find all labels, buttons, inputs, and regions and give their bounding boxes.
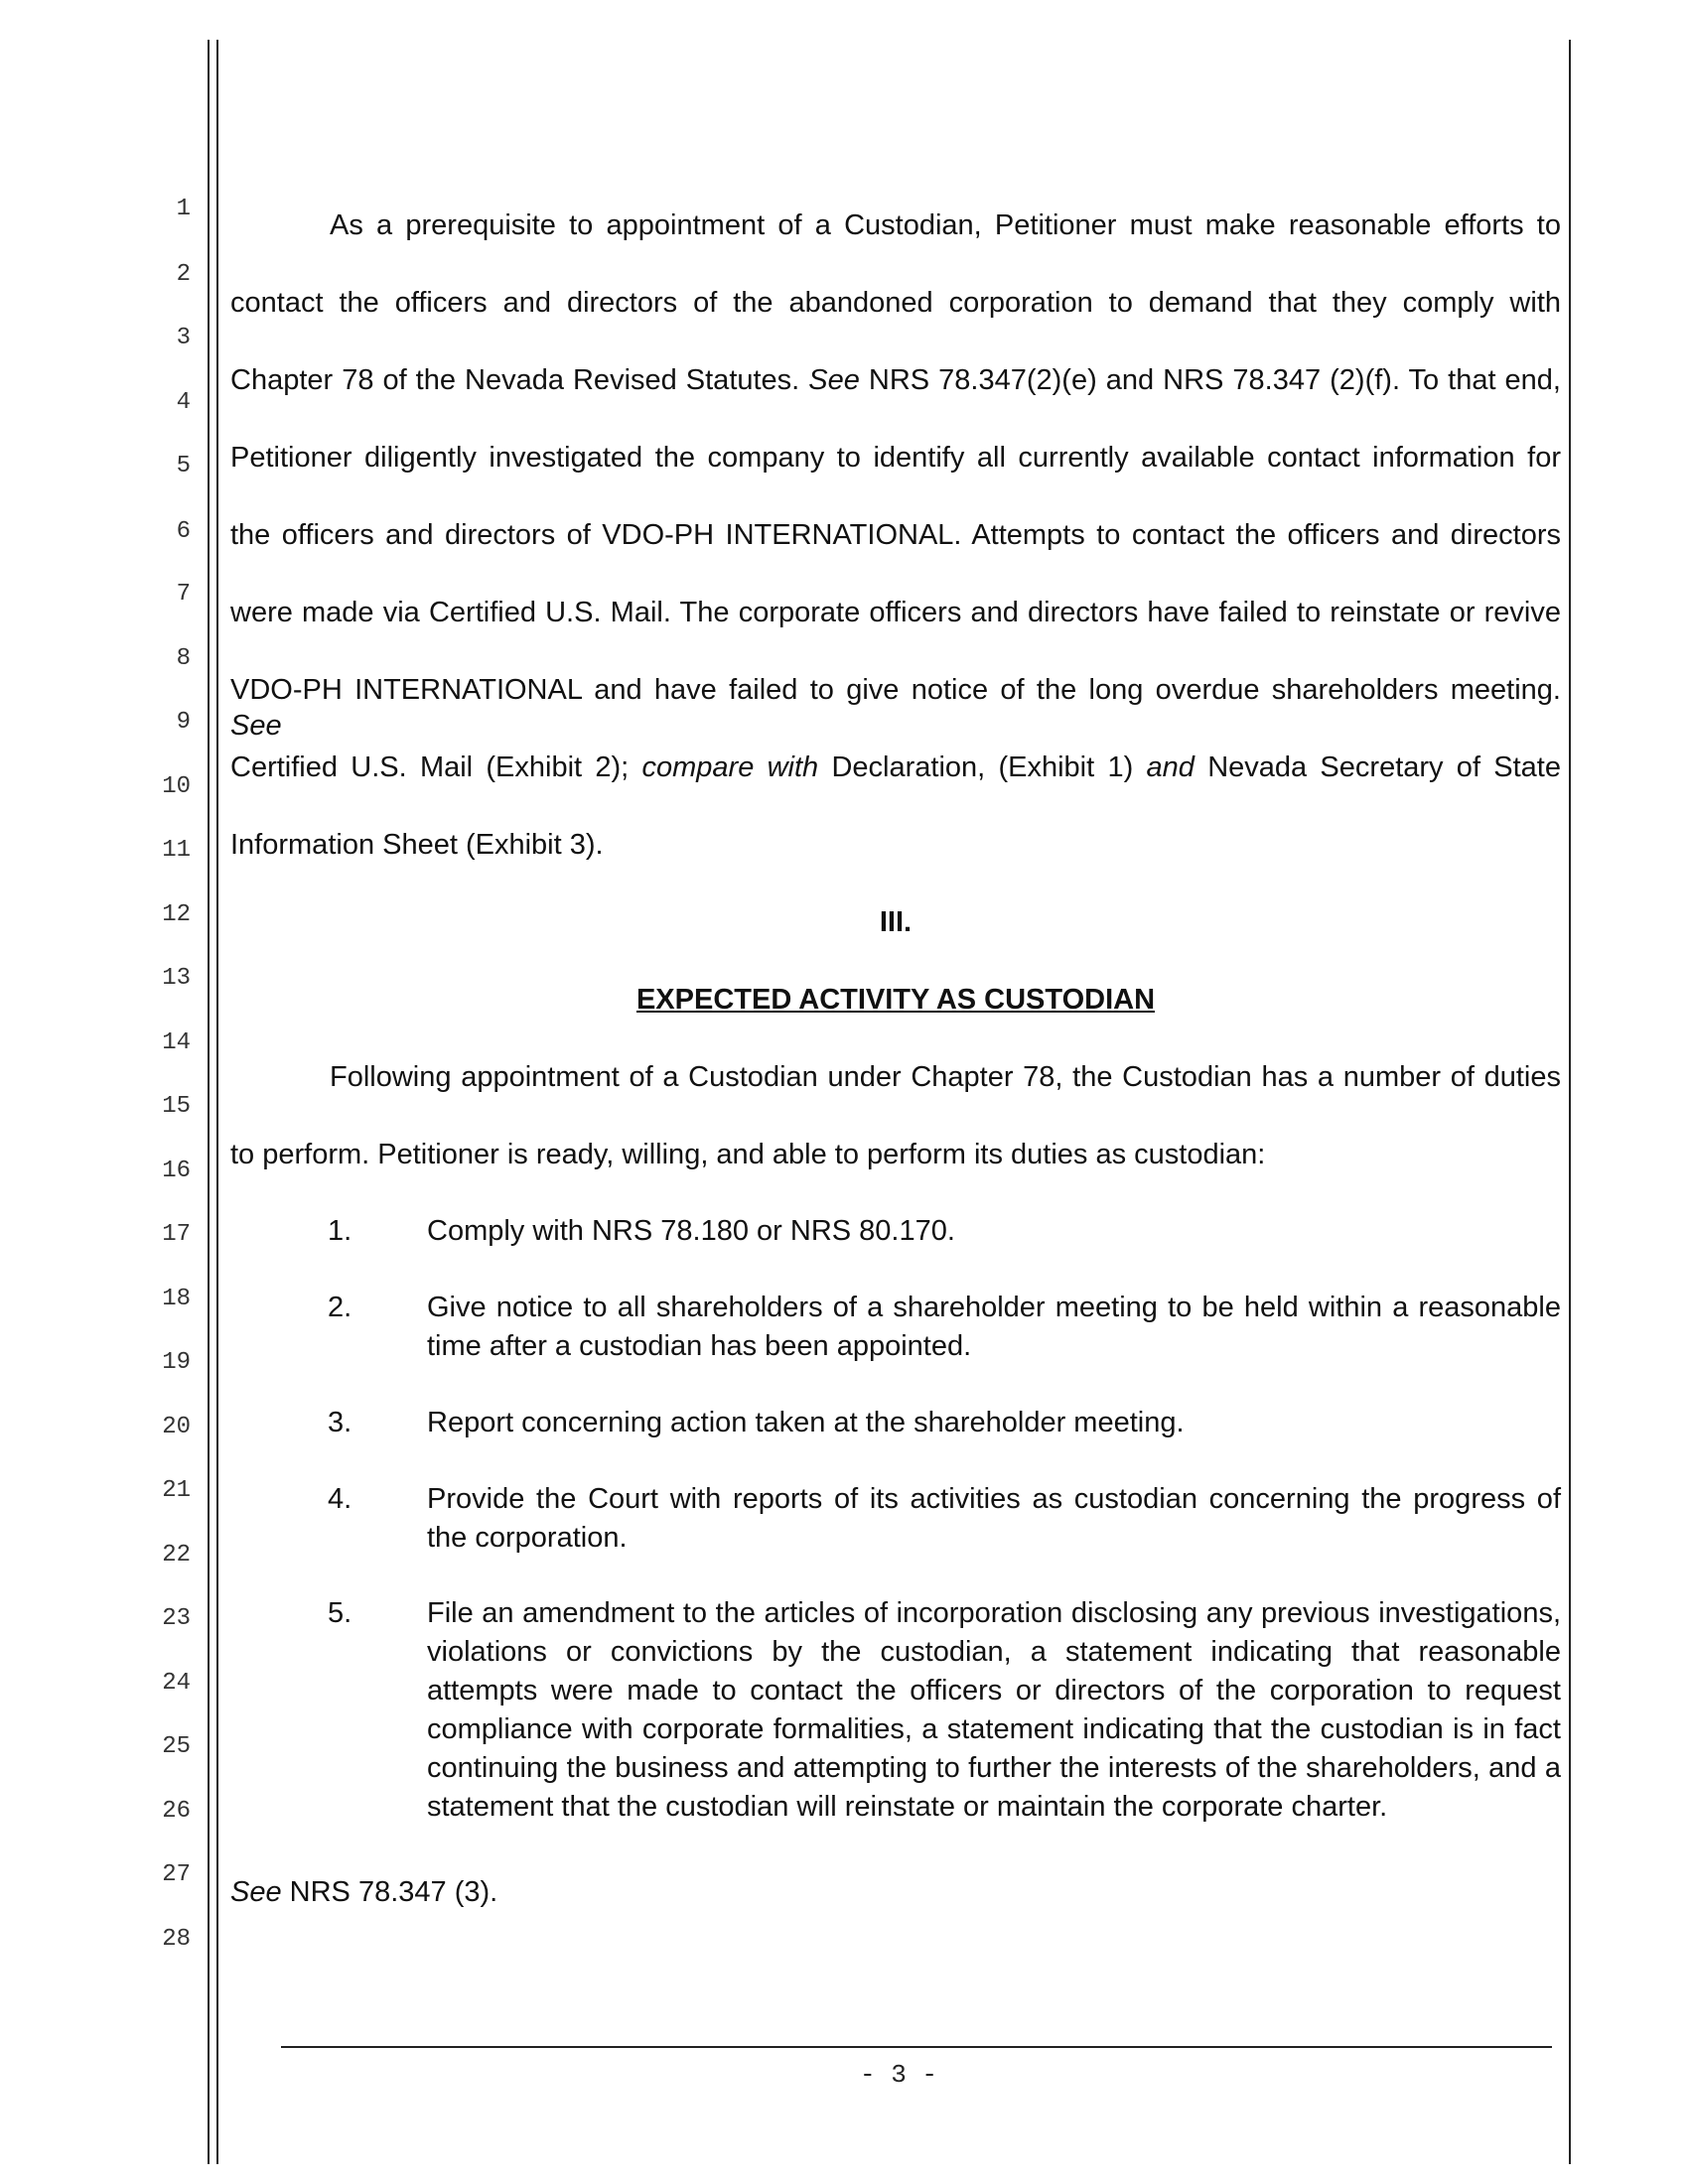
right-margin-rule (1569, 40, 1571, 2164)
signal-see: See (808, 364, 860, 396)
body-line (230, 672, 1561, 744)
line-number: 1 (176, 196, 191, 222)
line-number: 21 (162, 1477, 191, 1504)
section-numeral: III. (879, 906, 913, 938)
list-item-number: 4. (328, 1483, 352, 1515)
body-text: Nevada Secretary of State (1194, 751, 1561, 783)
line-number: 7 (176, 581, 191, 608)
list-item-text: Report concerning action taken at the shareholder meeting. (427, 1407, 1185, 1438)
body-line: to perform. Petitioner is ready, willing, and able to perform its duties as custodian: (230, 1139, 1266, 1170)
body-text: Declaration, (Exhibit 1) (818, 751, 1147, 783)
body-text: NRS 78.347(2)(e) and NRS 78.347 (2)(f). To that end, (859, 364, 1561, 396)
line-number: 22 (162, 1542, 191, 1569)
list-item-number: 2. (328, 1292, 352, 1323)
line-number: 2 (176, 261, 191, 288)
line-number: 4 (176, 389, 191, 416)
body-line: contact the officers and directors of the abandoned corporation to demand that they comply with (230, 287, 1561, 319)
line-number: 9 (176, 709, 191, 736)
line-number: 11 (162, 837, 191, 864)
body-line: As a prerequisite to appointment of a Custodian, Petitioner must make reasonable efforts to (330, 209, 1561, 241)
line-number: 5 (176, 453, 191, 479)
signal-compare-with: compare with (641, 751, 819, 783)
signal-and: and (1146, 751, 1195, 783)
line-number: 26 (162, 1798, 191, 1825)
list-item-number: 3. (328, 1407, 352, 1438)
list-item-text: Comply with NRS 78.180 or NRS 80.170. (427, 1215, 955, 1247)
citation-text: NRS 78.347 (3). (281, 1876, 498, 1908)
body-line: were made via Certified U.S. Mail. The corporate officers and directors have failed to reinstate or revive (230, 597, 1561, 628)
body-line: Petitioner diligently investigated the company to identify all currently available contact information for (230, 442, 1561, 474)
left-margin-rule-inner (216, 40, 218, 2164)
line-number: 25 (162, 1733, 191, 1760)
line-number: 23 (162, 1605, 191, 1632)
body-line: Information Sheet (Exhibit 3). (230, 829, 604, 861)
line-number: 13 (162, 965, 191, 992)
body-text: Chapter 78 of the Nevada Revised Statutes. (230, 364, 809, 396)
line-number: 6 (176, 518, 191, 545)
list-item-text: Provide the Court with reports of its activities as custodian concerning the progress of the corporation. (427, 1483, 1561, 1554)
line-number: 20 (162, 1414, 191, 1440)
line-number: 28 (162, 1926, 191, 1953)
body-line: Following appointment of a Custodian under Chapter 78, the Custodian has a number of duties (330, 1061, 1561, 1093)
body-line (230, 750, 1561, 785)
citation-line (230, 1874, 1561, 1910)
line-number: 16 (162, 1158, 191, 1184)
signal-see: See (230, 1876, 282, 1908)
signal-see: See (230, 710, 282, 742)
line-number: 3 (176, 325, 191, 351)
line-number: 17 (162, 1221, 191, 1248)
body-line: the officers and directors of VDO-PH INTERNATIONAL. Attempts to contact the officers and directors (230, 519, 1561, 551)
line-number: 18 (162, 1286, 191, 1312)
footer-rule (281, 2046, 1552, 2048)
line-number: 8 (176, 645, 191, 672)
line-number: 27 (162, 1861, 191, 1888)
line-number: 12 (162, 901, 191, 928)
body-text: VDO-PH INTERNATIONAL and have failed to give notice of the long overdue shareholders meeting. (230, 674, 1561, 706)
body-line (230, 362, 1561, 398)
section-title: EXPECTED ACTIVITY AS CUSTODIAN (635, 984, 1156, 1016)
left-margin-rule-outer (208, 40, 210, 2164)
page-number: - 3 - (859, 2060, 937, 2090)
line-number: 19 (162, 1349, 191, 1376)
list-item-number: 5. (328, 1597, 352, 1629)
list-item-text: File an amendment to the articles of incorporation disclosing any previous investigations, violations or convictions by the custodian, a statement indicating that reasonable attempts were made to contact the officers or directors of the corporation to request compliance with corporate formalities, a statement indicating that the custodian is in fact continuing the business and attempting to further the interests of the shareholders, and a statement that the custodian will reinstate or maintain the corporate charter. (427, 1597, 1561, 1823)
line-number: 15 (162, 1093, 191, 1120)
list-item-number: 1. (328, 1215, 352, 1247)
body-text: Certified U.S. Mail (Exhibit 2); (230, 751, 642, 783)
line-number: 10 (162, 773, 191, 800)
line-number: 14 (162, 1029, 191, 1056)
list-item-text: Give notice to all shareholders of a shareholder meeting to be held within a reasonable time after a custodian has been appointed. (427, 1292, 1561, 1362)
line-number: 24 (162, 1670, 191, 1697)
